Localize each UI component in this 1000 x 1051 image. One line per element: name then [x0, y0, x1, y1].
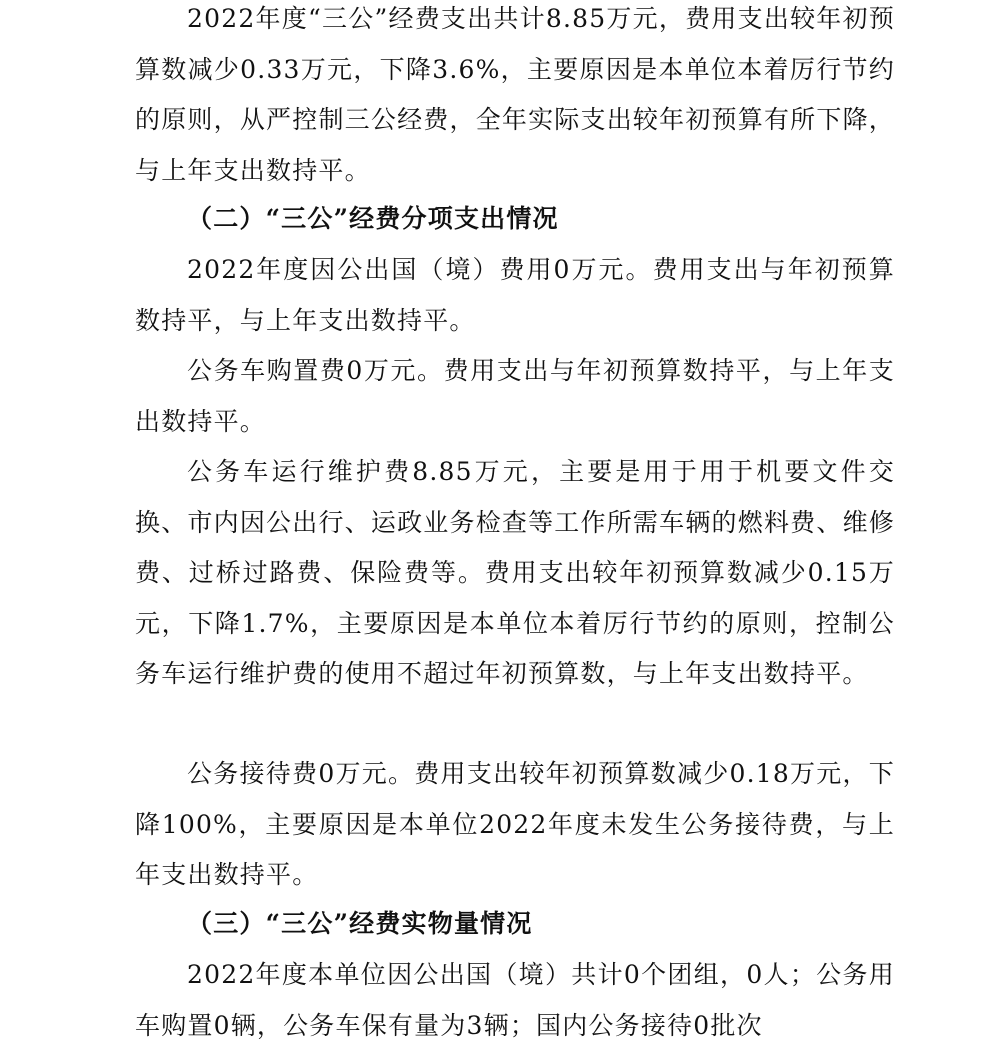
paragraph-total-expenditure: 2022年度“三公”经费支出共计8.85万元，费用支出较年初预算数减少0.33万元，下降3.6%，主要原因是本单位本着厉行节约的原则，从严控制三公经费，全年实际支出较年初预算有所下降，与上年支出数持平。: [135, 4, 895, 185]
section-heading-physical-quantity: （三）“三公”经费实物量情况: [187, 909, 533, 938]
paragraph-overseas-travel: 2022年度因公出国（境）费用0万元。费用支出与年初预算数持平，与上年支出数持平。: [135, 255, 895, 335]
paragraph-vehicle-maintenance: 公务车运行维护费8.85万元，主要是用于用于机要文件交换、市内因公出行、运政业务检查等工作所需车辆的燃料费、维修费、过桥过路费、保险费等。费用支出较年初预算数减少0.15万元，下降1.7%，主要原因是本单位本着厉行节约的原则，控制公务车运行维护费的使用不超过年初预算数，与上年支出数持平。: [135, 457, 895, 688]
section-heading-itemized-expenditure: （二）“三公”经费分项支出情况: [187, 204, 559, 233]
paragraph-official-reception: 公务接待费0万元。费用支出较年初预算数减少0.18万元，下降100%，主要原因是本单位2022年度未发生公务接待费，与上年支出数持平。: [135, 759, 895, 889]
paragraph-vehicle-purchase: 公务车购置费0万元。费用支出与年初预算数持平，与上年支出数持平。: [135, 356, 895, 436]
paragraph-physical-quantity-detail: 2022年度本单位因公出国（境）共计0个团组，0人；公务用车购置0辆，公务车保有量为3辆；国内公务接待0批次: [135, 960, 895, 1040]
